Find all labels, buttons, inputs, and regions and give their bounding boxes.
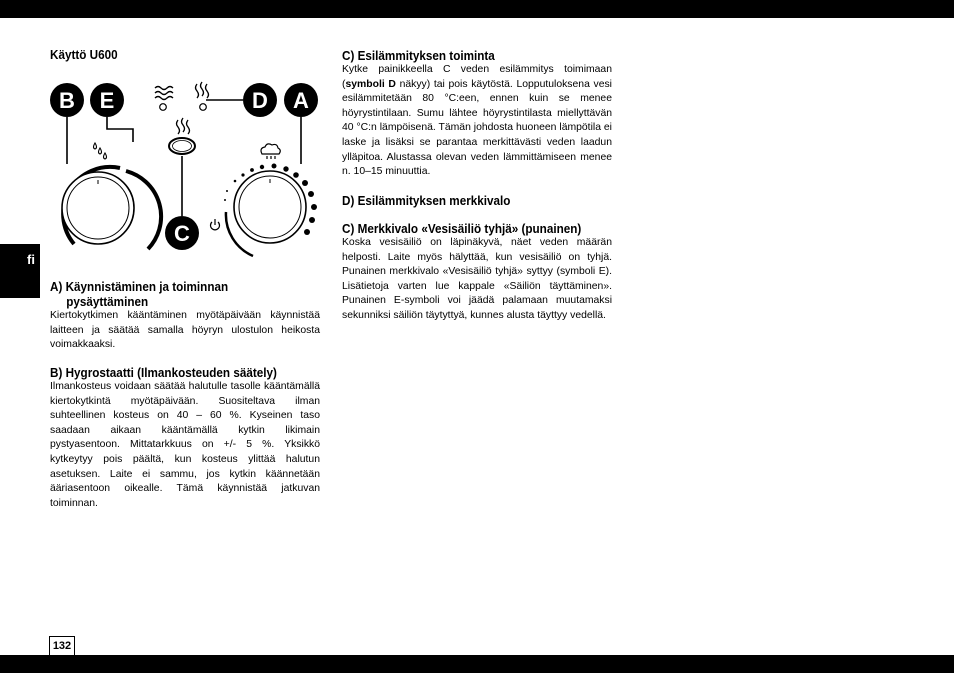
label-d-marker	[243, 83, 277, 117]
section-a-body: Kiertokytkimen kääntäminen myötäpäivään käynnistää laitteen ja säätää samalla höyryn ulostulon heikosta voimakkaaksi.	[50, 310, 320, 351]
language-tab	[0, 244, 40, 298]
label-c-marker	[165, 216, 199, 250]
label-b-text: B	[59, 88, 75, 113]
section-b-heading: B) Hygrostaatti (Ilmankosteuden säätely)	[50, 365, 277, 380]
section-a-heading-cont: pysäyttäminen	[66, 294, 149, 309]
section-c-body-post: näkyy) tai pois käytöstä. Lopputuloksena vesi esilämmitetään 80 °C:een, ennen kuin se menee höyrystintilaan. Sumu lähtee höyrystintilasta miellyttävän 40 °C:n lämpöisenä. Tämän johdosta huoneen lämpötila ei laske ja lisäksi se parantaa merkittävästi veden laadun ylläpitoa. Alustassa olevan veden lämmittämiseen menee n. 10–15 minuuttia.	[342, 78, 612, 178]
hygrostat-dial[interactable]	[62, 167, 161, 249]
page-title-text: Käyttö U600	[50, 47, 118, 62]
page-number: 132	[49, 636, 75, 655]
label-d-text: D	[252, 88, 268, 113]
water-waves-icon	[155, 87, 173, 100]
steam-icon	[196, 82, 209, 98]
label-b-marker	[50, 83, 84, 117]
section-c-body-pre: Kytke painikkeella C veden esilämmitys toimimaan (	[342, 64, 612, 90]
cloud-mist-icon	[261, 144, 280, 159]
empty-tank-lamp	[160, 104, 167, 111]
control-panel-diagram	[48, 74, 330, 266]
language-tab-label: fi	[27, 252, 35, 267]
power-icon	[211, 219, 220, 230]
page-title	[50, 47, 125, 62]
top-bar	[0, 0, 954, 18]
section-c-body-bold: symboli D	[345, 78, 396, 90]
steam-control-dial[interactable]	[226, 171, 306, 256]
label-a-text: A	[293, 88, 309, 113]
preheat-steam-icon	[177, 118, 190, 134]
section-e-heading: C) Merkkivalo «Vesisäiliö tyhjä» (punainen)	[342, 221, 582, 236]
section-a-heading: A) Käynnistäminen ja toiminnan	[50, 279, 229, 294]
section-c	[342, 48, 612, 180]
label-a-marker	[284, 83, 318, 117]
bottom-bar	[0, 655, 954, 673]
preheat-lamp	[200, 104, 207, 111]
label-e-text: E	[99, 88, 115, 113]
section-e-body: Koska vesisäiliö on läpinäkyvä, näet veden määrän helposti. Laite myös hälyttää, kun vesisäiliö on tyhjä. Punainen merkkivalo «Vesisäiliö tyhjä» syttyy (symboli E). Lisätietoja varten lue kappale «Säiliön täyttäminen». Punainen E-symboli voi jäädä palamaan muutamaksi sekunniksi säiliön täytyttyä, kunnes alusta täyttyy vedellä.	[342, 237, 612, 321]
section-b-body: Ilmankosteus voidaan säätää halutulle tasolle kääntämällä kiertokytkintä myötäpäivään. Suositeltava ilman suhteellinen kosteus on 40 – 60 %. Kyseinen taso saadaan aikaan kääntämällä kytkin likimain pystyasentoon. Mittatarkkuus on +/- 5 %. Yksikkö kytkeytyy pois päältä, kun kosteus ylittää halutun asetuksen. Laite ei sammu, jos kytkin käännetään ääriasentoon oikealle. Tämä käynnistää jatkuvan toiminnan.	[50, 381, 320, 509]
section-c-body	[342, 63, 612, 180]
section-b	[50, 365, 320, 511]
label-e-marker	[90, 83, 124, 117]
control-panel-svg	[48, 74, 330, 266]
section-d-heading: D) Esilämmityksen merkkivalo	[342, 193, 511, 208]
label-c-text: C	[174, 221, 190, 246]
section-d	[342, 193, 612, 208]
humidity-drops-icon	[94, 143, 107, 159]
section-a	[50, 279, 320, 353]
section-e	[342, 221, 612, 324]
section-c-heading: C) Esilämmityksen toiminta	[342, 48, 495, 63]
